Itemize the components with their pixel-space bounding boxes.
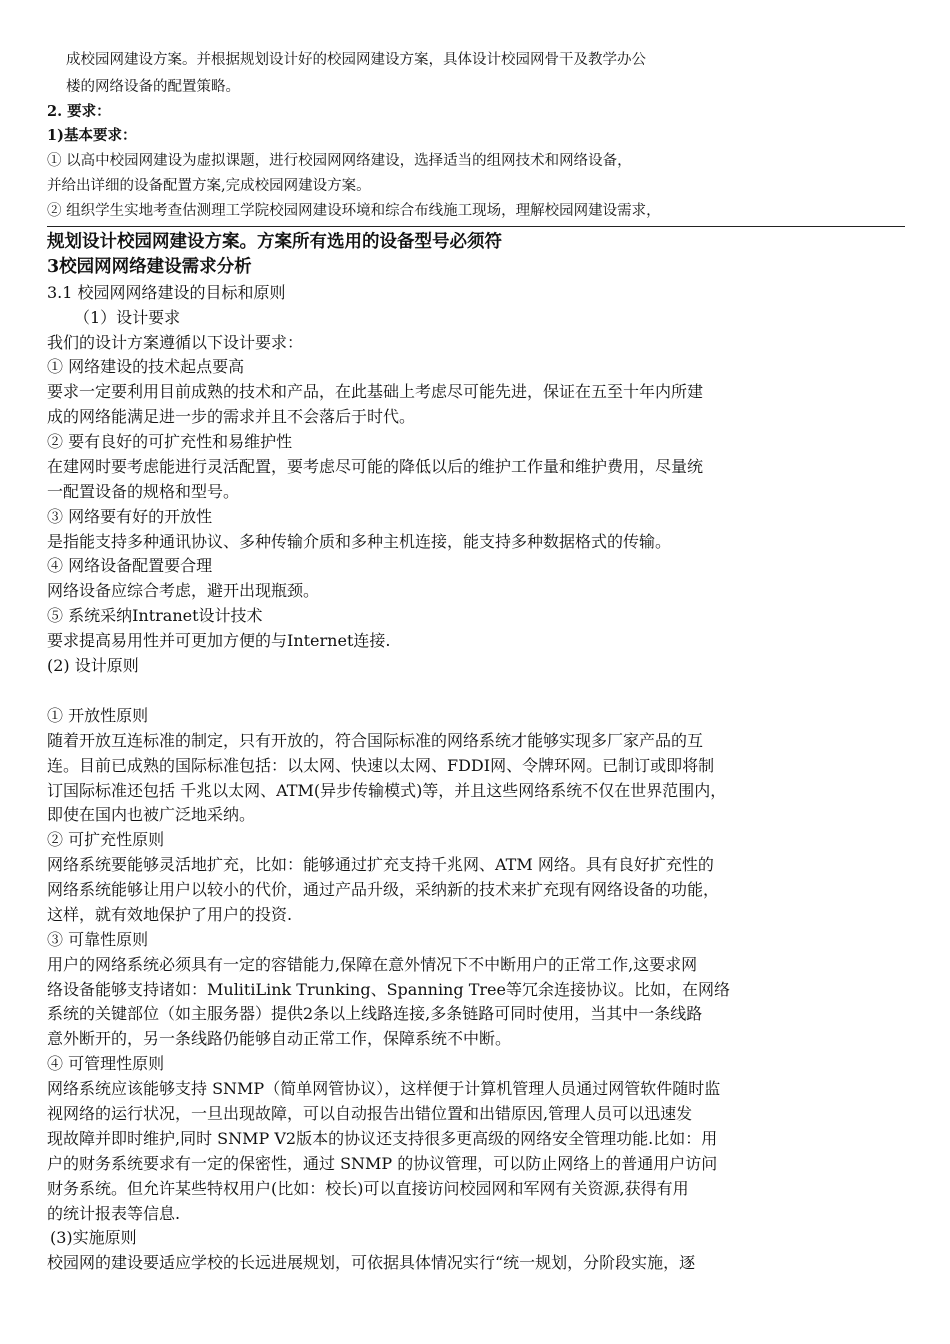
- requirements-heading: 2. 要求：: [47, 103, 111, 120]
- horizontal-divider: [47, 226, 905, 227]
- intro-line-1: 成校园网建设方案。并根据规划设计好的校园网建设方案，具体设计校园网骨干及教学办公: [66, 52, 646, 68]
- req-1-text: 要求一定要利用目前成熟的技术和产品，在此基础上考虑尽可能先进，保证在五至十年内所建: [47, 382, 704, 401]
- basic-requirements-heading: 1)基本要求：: [47, 127, 137, 144]
- implementation-text: 校园网的建设要适应学校的长远进展规划，可依据具体情况实行“统一规划，分阶段实施，逐: [47, 1253, 696, 1272]
- principle-4-text: 视网络的运行状况，一旦出现故障，可以自动报告出错位置和出错原因,管理人员可以迅速发: [47, 1104, 693, 1123]
- principle-4-text: 财务系统。但允许某些特权用户(比如：校长)可以直接访问校园网和军网有关资源,获得有用: [47, 1179, 689, 1198]
- bold-plan-line: 规划设计校园网建设方案。方案所有选用的设备型号必须符: [47, 232, 502, 252]
- requirement-item-1: ① 以高中校园网建设为虚拟课题，进行校园网网络建设，选择适当的组网技术和网络设备，: [47, 153, 632, 169]
- req-3-text: 是指能支持多种通讯协议、多种传输介质和多种主机连接，能支持多种数据格式的传输。: [47, 532, 672, 551]
- req-4-title: ④ 网络设备配置要合理: [47, 556, 213, 575]
- requirement-item-1-cont: 并给出详细的设备配置方案,完成校园网建设方案。: [47, 178, 371, 194]
- section-3-1-heading: 3.1 校园网网络建设的目标和原则: [47, 283, 286, 302]
- section-3-heading: 3校园网网络建设需求分析: [47, 257, 252, 277]
- principle-2-text: 网络系统要能够灵活地扩充，比如：能够通过扩充支持千兆网、ATM 网络。具有良好扩充性的: [47, 855, 714, 874]
- req-2-title: ② 要有良好的可扩充性和易维护性: [47, 432, 293, 451]
- req-1-title: ① 网络建设的技术起点要高: [47, 357, 245, 376]
- principle-3-text: 意外断开的，另一条线路仍能够自动正常工作，保障系统不中断。: [47, 1029, 512, 1048]
- design-requirements-label: （1）设计要求: [74, 308, 181, 327]
- principle-1-text: 即使在国内也被广泛地采纳。: [47, 805, 256, 824]
- principle-1-title: ① 开放性原则: [47, 706, 149, 725]
- req-2-text: 在建网时要考虑能进行灵活配置，要考虑尽可能的降低以后的维护工作量和维护费用，尽量统: [47, 457, 704, 476]
- principle-4-text: 户的财务系统要求有一定的保密性，通过 SNMP 的协议管理，可以防止网络上的普通用户访问: [47, 1154, 718, 1173]
- principle-4-text: 网络系统应该能够支持 SNMP（简单网管协议），这样便于计算机管理人员通过网管软件随时监: [47, 1079, 721, 1098]
- principle-3-text: 系统的关键部位（如主服务器）提供2条以上线路连接,多条链路可同时使用，当其中一条线路: [47, 1004, 703, 1023]
- req-5-title: ⑤ 系统采纳Intranet设计技术: [47, 606, 263, 625]
- principle-4-text: 的统计报表等信息.: [47, 1204, 181, 1223]
- principle-2-text: 这样，就有效地保护了用户的投资.: [47, 905, 293, 924]
- principle-3-text: 络设备能够支持诸如：MulitiLink Trunking、Spanning Tree等冗余连接协议。比如，在网络: [47, 980, 730, 999]
- principle-1-text: 连。目前已成熟的国际标准包括：以太网、快速以太网、FDDI网、令牌环网。已制订或即将制: [47, 756, 715, 775]
- design-principles-label: (2) 设计原则: [47, 656, 139, 675]
- principle-2-title: ② 可扩充性原则: [47, 830, 165, 849]
- req-1-text: 成的网络能满足进一步的需求并且不会落后于时代。: [47, 407, 416, 426]
- requirement-item-2: ② 组织学生实地考查估测理工学院校园网建设环境和综合布线施工现场，理解校园网建设需求，: [47, 203, 661, 219]
- principle-3-title: ③ 可靠性原则: [47, 930, 149, 949]
- req-2-text: 一配置设备的规格和型号。: [47, 482, 240, 501]
- req-3-title: ③ 网络要有好的开放性: [47, 507, 213, 526]
- principle-2-text: 网络系统能够让用户以较小的代价，通过产品升级，采纳新的技术来扩充现有网络设备的功能，: [47, 880, 720, 899]
- implementation-principles-label: (3)实施原则: [50, 1228, 137, 1247]
- intro-line-2: 楼的网络设备的配置策略。: [66, 79, 240, 95]
- principle-3-text: 用户的网络系统必须具有一定的容错能力,保障在意外情况下不中断用户的正常工作,这要求网: [47, 955, 698, 974]
- principle-1-text: 订国际标准还包括 千兆以太网、ATM(异步传输模式)等，并且这些网络系统不仅在世界范围内，: [47, 781, 727, 800]
- principle-1-text: 随着开放互连标准的制定，只有开放的，符合国际标准的网络系统才能够实现多厂家产品的互: [47, 731, 704, 750]
- principle-4-title: ④ 可管理性原则: [47, 1054, 165, 1073]
- design-requirements-intro: 我们的设计方案遵循以下设计要求：: [47, 333, 304, 352]
- req-4-text: 网络设备应综合考虑，避开出现瓶颈。: [47, 581, 320, 600]
- principle-4-text: 现故障并即时维护,同时 SNMP V2版本的协议还支持很多更高级的网络安全管理功能.比如：用: [47, 1129, 718, 1148]
- req-5-text: 要求提高易用性并可更加方便的与Internet连接.: [47, 631, 391, 650]
